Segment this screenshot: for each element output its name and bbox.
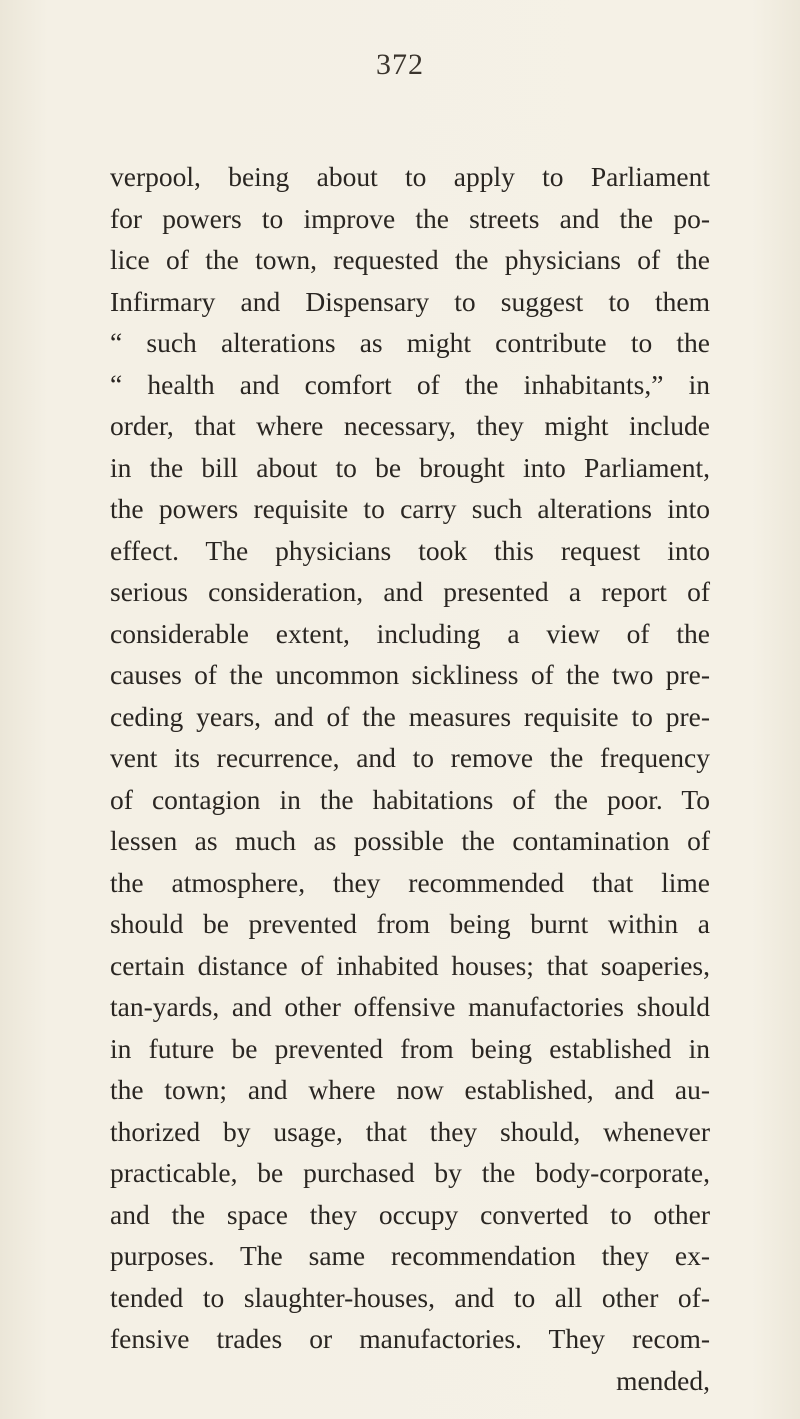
text-line: the town; and where now established, and au-: [110, 1074, 710, 1105]
text-line: considerable extent, including a view of the: [110, 617, 710, 649]
text-line: order, that where necessary, they might include: [110, 410, 710, 441]
text-line: the powers requisite to carry such alterations into: [110, 493, 710, 524]
text-line: tended to slaughter-houses, and to all other of-: [110, 1281, 710, 1313]
text-line: lice of the town, requested the physicians of the: [110, 244, 710, 275]
text-line: should be prevented from being burnt within a: [110, 908, 710, 939]
text-line: “ such alterations as might contribute to the: [110, 327, 710, 358]
text-line: tan-yards, and other offensive manufactories should: [110, 991, 710, 1022]
text-line: the atmosphere, they recommended that lime: [110, 866, 710, 898]
text-line: verpool, being about to apply to Parliament: [110, 161, 710, 192]
catchword: mended,: [616, 1364, 710, 1396]
text-line: in the bill about to be brought into Parliament,: [110, 451, 710, 483]
text-line: thorized by usage, that they should, whenever: [110, 1115, 710, 1147]
page-number: 372: [376, 48, 424, 81]
text-line: effect. The physicians took this request into: [110, 534, 710, 566]
text-line: causes of the uncommon sickliness of the two pre-: [110, 659, 710, 690]
text-line: purposes. The same recommendation they ex-: [110, 1240, 710, 1271]
text-line: of contagion in the habitations of the poor. To: [110, 783, 710, 815]
text-line: and the space they occupy converted to other: [110, 1198, 710, 1230]
text-line: “ health and comfort of the inhabitants,” in: [110, 368, 710, 400]
text-line: serious consideration, and presented a report of: [110, 576, 710, 607]
text-line: lessen as much as possible the contamination of: [110, 825, 710, 856]
body-text: [110, 156, 710, 1401]
text-line: vent its recurrence, and to remove the frequency: [110, 742, 710, 773]
text-line: for powers to improve the streets and the po-: [110, 202, 710, 234]
text-line: practicable, be purchased by the body-corporate,: [110, 1157, 710, 1188]
text-line: ceding years, and of the measures requisite to pre-: [110, 700, 710, 732]
text-line: in future be prevented from being established in: [110, 1032, 710, 1064]
text-line: certain distance of inhabited houses; that soaperies,: [110, 949, 710, 981]
text-line: fensive trades or manufactories. They recom-: [110, 1323, 710, 1354]
text-line: Infirmary and Dispensary to suggest to them: [110, 285, 710, 317]
